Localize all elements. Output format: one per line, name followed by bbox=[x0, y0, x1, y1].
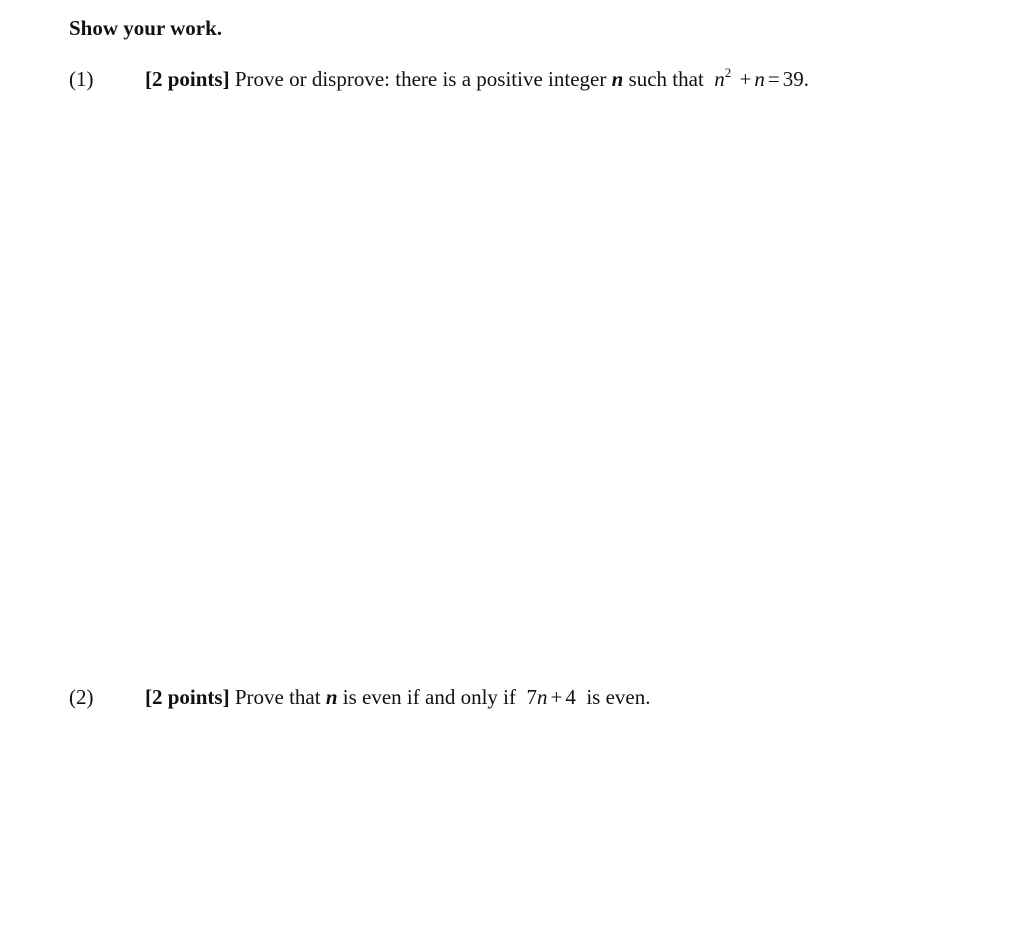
problem-2-number: (2) bbox=[69, 685, 94, 709]
problem-2-expr-coef: 7 bbox=[526, 685, 537, 709]
problem-2-statement bbox=[145, 682, 651, 712]
problem-2-expr-constant: 4 bbox=[565, 685, 576, 709]
problem-1-eq-term: n bbox=[754, 67, 765, 91]
problem-2-text-after: is even. bbox=[586, 685, 651, 709]
problem-1-statement bbox=[145, 64, 809, 94]
problem-2-points: [2 points] bbox=[145, 685, 230, 709]
problem-1-text-middle: such that bbox=[628, 67, 704, 91]
problem-2-expr-term: n bbox=[537, 685, 548, 709]
problem-2-expression bbox=[527, 685, 576, 709]
instructions-heading: Show your work. bbox=[69, 16, 223, 40]
problem-1-equation bbox=[714, 67, 803, 91]
problem-1 bbox=[69, 64, 969, 94]
problem-1-eq-exponent: 2 bbox=[724, 65, 732, 80]
problem-1-points: [2 points] bbox=[145, 67, 230, 91]
problem-1-variable: n bbox=[611, 67, 624, 91]
problem-1-text-before: Prove or disprove: there is a positive integer bbox=[234, 67, 607, 91]
problem-1-eq-value: 39 bbox=[782, 67, 804, 91]
problem-2-expr-plus: + bbox=[550, 685, 563, 709]
problem-2-text-before: Prove that bbox=[234, 685, 321, 709]
problem-2-variable: n bbox=[325, 685, 338, 709]
problem-2-text-middle: is even if and only if bbox=[342, 685, 516, 709]
problem-1-eq-base: n bbox=[714, 67, 725, 91]
problem-2 bbox=[69, 682, 969, 712]
problem-1-eq-equals: = bbox=[767, 67, 780, 91]
problem-1-number: (1) bbox=[69, 67, 94, 91]
problem-1-eq-plus: + bbox=[739, 67, 752, 91]
problem-1-text-after: . bbox=[803, 67, 809, 91]
